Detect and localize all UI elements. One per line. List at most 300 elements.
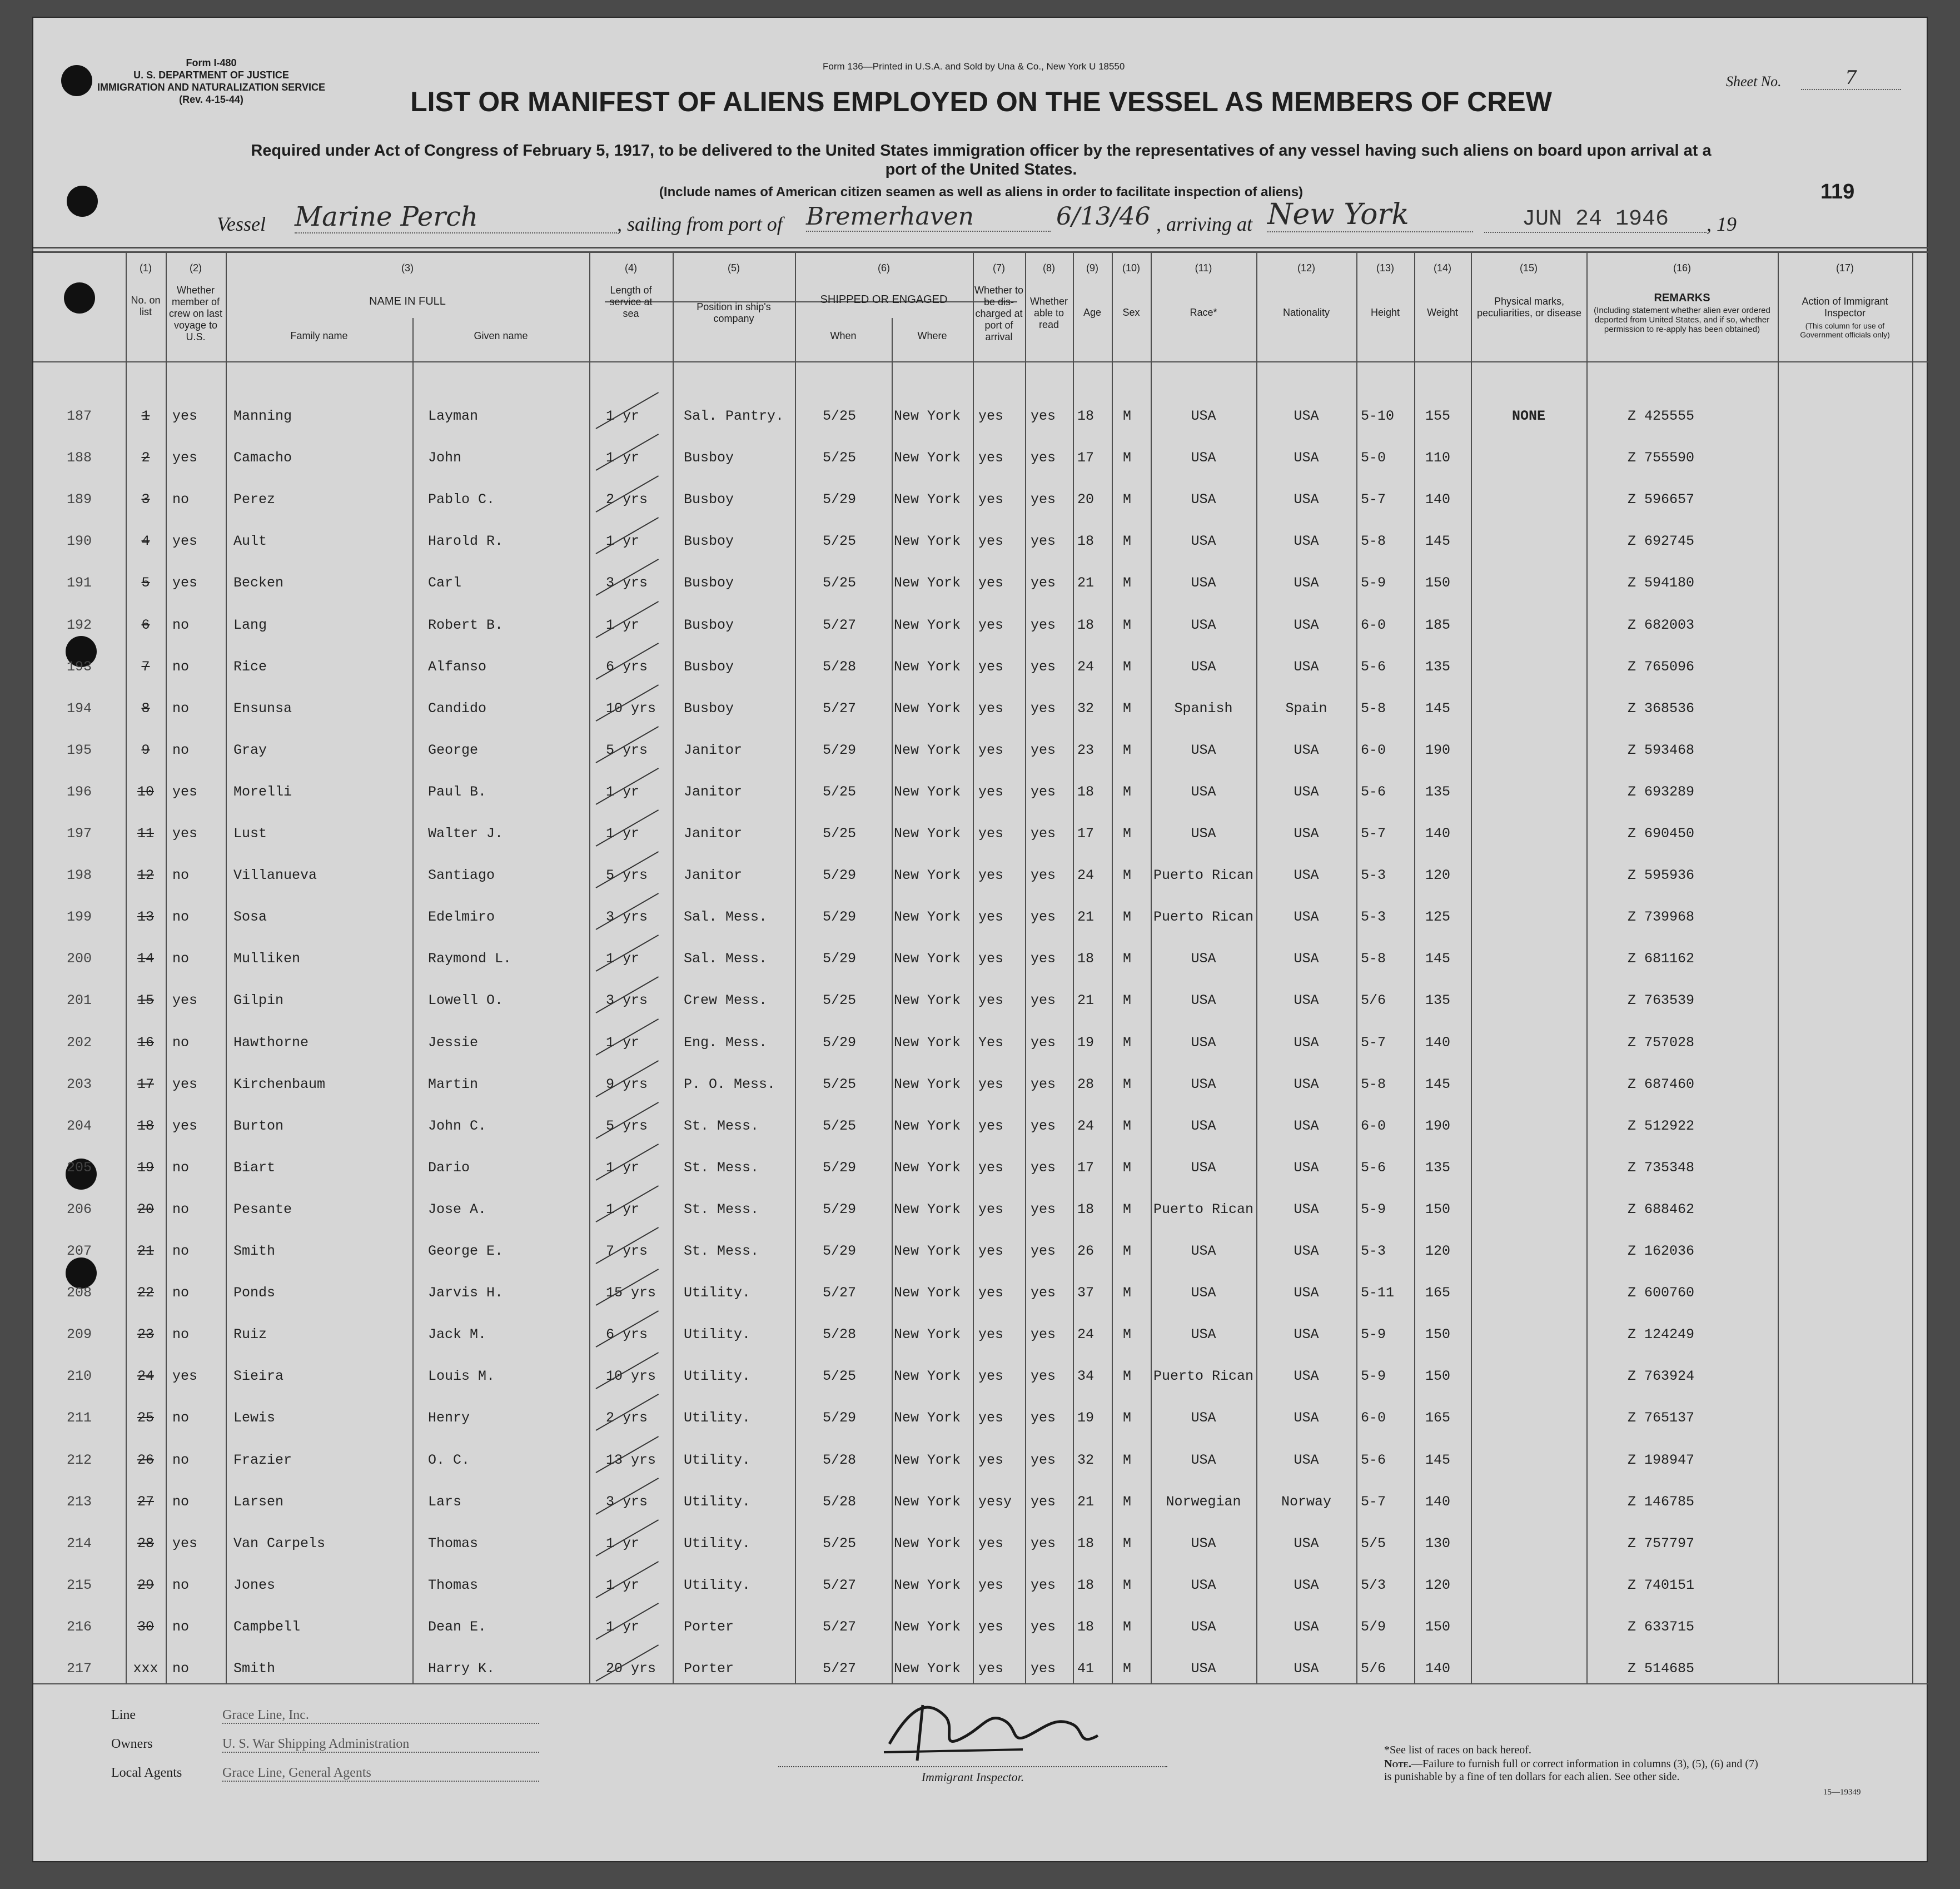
printer-note: Form 136—Printed in U.S.A. and Sold by Una & Co., New York U 18550 bbox=[823, 61, 1125, 72]
race-cell: USA bbox=[1191, 533, 1216, 549]
line-number: 212 bbox=[67, 1452, 92, 1468]
list-number: 17 bbox=[137, 1076, 154, 1092]
last-voyage-value: no bbox=[172, 617, 190, 633]
race-cell: USA bbox=[1191, 826, 1216, 842]
family-name-cell: Pesante bbox=[233, 1201, 292, 1217]
last-voyage-value: no bbox=[172, 1661, 190, 1677]
race-cell: USA bbox=[1191, 1160, 1216, 1176]
when-cell: 5/29 bbox=[823, 491, 857, 508]
given-name-cell: Henry bbox=[428, 1410, 470, 1426]
where-cell: New York bbox=[894, 575, 961, 591]
position-cell: Utility. bbox=[684, 1285, 751, 1301]
line-number: 217 bbox=[67, 1661, 92, 1677]
remarks-cell: Z 146785 bbox=[1628, 1494, 1695, 1510]
discharged-cell: yes bbox=[978, 1368, 1004, 1384]
position-cell: Crew Mess. bbox=[684, 992, 768, 1008]
footer-owners-label: Owners bbox=[111, 1737, 153, 1751]
where-cell: New York bbox=[894, 992, 961, 1008]
race-cell: Spanish bbox=[1174, 700, 1233, 717]
family-name-cell: Camacho bbox=[233, 450, 292, 466]
where-cell: New York bbox=[894, 1577, 961, 1593]
discharged-cell: yes bbox=[978, 951, 1004, 967]
column-number: (14) bbox=[1433, 262, 1451, 274]
last-voyage-value: no bbox=[172, 1243, 190, 1259]
height-cell: 5-7 bbox=[1361, 1494, 1386, 1510]
race-cell: USA bbox=[1191, 1535, 1216, 1552]
when-cell: 5/27 bbox=[823, 1661, 857, 1677]
column-number: (1) bbox=[140, 262, 152, 274]
nationality-cell: Norway bbox=[1281, 1494, 1331, 1510]
where-cell: New York bbox=[894, 1243, 961, 1259]
list-number: xxx bbox=[133, 1661, 158, 1677]
race-cell: USA bbox=[1191, 742, 1216, 758]
nationality-cell: USA bbox=[1294, 784, 1319, 800]
family-name-cell: Frazier bbox=[233, 1452, 292, 1468]
when-cell: 5/27 bbox=[823, 1577, 857, 1593]
position-cell: Busboy bbox=[684, 533, 734, 549]
given-name-cell: Harold R. bbox=[428, 533, 504, 549]
vessel-label: Vessel bbox=[217, 213, 266, 235]
where-cell: New York bbox=[894, 1368, 961, 1384]
last-voyage-value: yes bbox=[172, 784, 198, 800]
discharged-cell: yes bbox=[978, 867, 1004, 883]
given-name-cell: Lars bbox=[428, 1494, 462, 1510]
column-number: (16) bbox=[1673, 262, 1691, 274]
last-voyage-value: no bbox=[172, 1285, 190, 1301]
discharged-cell: yes bbox=[978, 533, 1004, 549]
position-cell: Busboy bbox=[684, 700, 734, 717]
read-cell: yes bbox=[1031, 450, 1056, 466]
age-cell: 24 bbox=[1077, 867, 1095, 883]
list-number: 29 bbox=[137, 1577, 154, 1593]
position-cell: Busboy bbox=[684, 450, 734, 466]
weight-cell: 110 bbox=[1425, 450, 1451, 466]
sex-cell: M bbox=[1123, 575, 1132, 591]
when-cell: 5/29 bbox=[823, 1201, 857, 1217]
position-cell: Utility. bbox=[684, 1326, 751, 1343]
remarks-cell: Z 688462 bbox=[1628, 1201, 1695, 1217]
age-cell: 18 bbox=[1077, 617, 1095, 633]
header-member-last-voyage: Whether member of crew on last voyage to U.S. bbox=[168, 285, 223, 342]
age-cell: 17 bbox=[1077, 826, 1095, 842]
header-race: Race* bbox=[1190, 307, 1217, 318]
weight-cell: 145 bbox=[1425, 1452, 1451, 1468]
service-length-cell: 1 yr bbox=[606, 1035, 640, 1051]
given-name-cell: Jarvis H. bbox=[428, 1285, 504, 1301]
age-cell: 21 bbox=[1077, 1494, 1095, 1510]
position-cell: St. Mess. bbox=[684, 1243, 759, 1259]
weight-cell: 185 bbox=[1425, 617, 1451, 633]
table-row bbox=[33, 1482, 1929, 1520]
height-cell: 5-3 bbox=[1361, 1243, 1386, 1259]
position-cell: Sal. Pantry. bbox=[684, 408, 784, 424]
family-name-cell: Perez bbox=[233, 491, 276, 508]
weight-cell: 145 bbox=[1425, 951, 1451, 967]
header-age: Age bbox=[1083, 307, 1102, 318]
family-name-cell: Ault bbox=[233, 533, 267, 549]
column-number: (2) bbox=[190, 262, 202, 274]
header-shipped-engaged: SHIPPED OR ENGAGED bbox=[820, 294, 948, 306]
race-cell: USA bbox=[1191, 784, 1216, 800]
line-number: 187 bbox=[67, 408, 92, 424]
sex-cell: M bbox=[1123, 1201, 1132, 1217]
form-revision: (Rev. 4-15-44) bbox=[179, 94, 243, 105]
nationality-cell: USA bbox=[1294, 1076, 1319, 1092]
year-suffix: , 19 bbox=[1707, 213, 1737, 235]
last-voyage-value: no bbox=[172, 909, 190, 925]
height-cell: 5-8 bbox=[1361, 951, 1386, 967]
sex-cell: M bbox=[1123, 1326, 1132, 1343]
service-length-cell: 15 yrs bbox=[606, 1285, 656, 1301]
where-cell: New York bbox=[894, 826, 961, 842]
header-weight: Weight bbox=[1427, 307, 1458, 318]
when-cell: 5/25 bbox=[823, 408, 857, 424]
table-row bbox=[33, 897, 1929, 936]
remarks-cell: Z 425555 bbox=[1628, 408, 1695, 424]
where-cell: New York bbox=[894, 533, 961, 549]
where-cell: New York bbox=[894, 1326, 961, 1343]
race-cell: USA bbox=[1191, 951, 1216, 967]
nationality-cell: USA bbox=[1294, 909, 1319, 925]
table-row bbox=[33, 1314, 1929, 1353]
sex-cell: M bbox=[1123, 408, 1132, 424]
service-length-cell: 3 yrs bbox=[606, 992, 648, 1008]
sex-cell: M bbox=[1123, 1494, 1132, 1510]
age-cell: 19 bbox=[1077, 1410, 1095, 1426]
read-cell: yes bbox=[1031, 909, 1056, 925]
given-name-cell: Carl bbox=[428, 575, 462, 591]
sex-cell: M bbox=[1123, 617, 1132, 633]
where-cell: New York bbox=[894, 951, 961, 967]
service-name: IMMIGRATION AND NATURALIZATION SERVICE bbox=[97, 82, 325, 93]
height-cell: 5/6 bbox=[1361, 992, 1386, 1008]
sex-cell: M bbox=[1123, 784, 1132, 800]
service-length-cell: 9 yrs bbox=[606, 1076, 648, 1092]
height-cell: 5-8 bbox=[1361, 700, 1386, 717]
height-cell: 6-0 bbox=[1361, 742, 1386, 758]
service-length-cell: 10 yrs bbox=[606, 1368, 656, 1384]
discharged-cell: yes bbox=[978, 1452, 1004, 1468]
remarks-cell: Z 600760 bbox=[1628, 1285, 1695, 1301]
table-row bbox=[33, 438, 1929, 476]
read-cell: yes bbox=[1031, 826, 1056, 842]
service-length-cell: 1 yr bbox=[606, 617, 640, 633]
position-cell: St. Mess. bbox=[684, 1160, 759, 1176]
header-no-on-list: No. on list bbox=[131, 295, 161, 317]
read-cell: yes bbox=[1031, 1076, 1056, 1092]
table-row bbox=[33, 1607, 1929, 1646]
remarks-cell: Z 755590 bbox=[1628, 450, 1695, 466]
given-name-cell: Martin bbox=[428, 1076, 479, 1092]
age-cell: 24 bbox=[1077, 1326, 1095, 1343]
where-cell: New York bbox=[894, 1035, 961, 1051]
family-name-cell: Becken bbox=[233, 575, 284, 591]
age-cell: 21 bbox=[1077, 992, 1095, 1008]
position-cell: Busboy bbox=[684, 617, 734, 633]
manifest-sheet bbox=[32, 17, 1928, 1862]
line-number: 209 bbox=[67, 1326, 92, 1343]
last-voyage-value: no bbox=[172, 1201, 190, 1217]
sailing-label: , sailing from port of bbox=[617, 213, 783, 235]
column-number: (17) bbox=[1835, 262, 1854, 274]
family-name-cell: Burton bbox=[233, 1118, 284, 1134]
when-cell: 5/28 bbox=[823, 659, 857, 675]
service-length-cell: 1 yr bbox=[606, 1160, 640, 1176]
header-family-name: Family name bbox=[290, 330, 348, 341]
read-cell: yes bbox=[1031, 408, 1056, 424]
service-length-cell: 3 yrs bbox=[606, 909, 648, 925]
where-cell: New York bbox=[894, 1619, 961, 1635]
note-text-2: is punishable by a fine of ten dollars for each alien. See other side. bbox=[1384, 1771, 1680, 1783]
service-length-cell: 1 yr bbox=[606, 533, 640, 549]
discharged-cell: yes bbox=[978, 1619, 1004, 1635]
table-row bbox=[33, 772, 1929, 811]
nationality-cell: USA bbox=[1294, 992, 1319, 1008]
when-cell: 5/25 bbox=[823, 450, 857, 466]
position-cell: Sal. Mess. bbox=[684, 951, 768, 967]
given-name-cell: Dean E. bbox=[428, 1619, 487, 1635]
remarks-cell: Z 595936 bbox=[1628, 867, 1695, 883]
race-cell: Puerto Rican bbox=[1153, 909, 1254, 925]
line-number: 190 bbox=[67, 533, 92, 549]
remarks-cell: Z 514685 bbox=[1628, 1661, 1695, 1677]
list-number: 20 bbox=[137, 1201, 154, 1217]
list-number: 7 bbox=[141, 659, 150, 675]
weight-cell: 150 bbox=[1425, 1368, 1451, 1384]
race-cell: USA bbox=[1191, 408, 1216, 424]
when-cell: 5/29 bbox=[823, 867, 857, 883]
race-cell: USA bbox=[1191, 491, 1216, 508]
service-length-cell: 5 yrs bbox=[606, 1118, 648, 1134]
service-length-cell: 1 yr bbox=[606, 408, 640, 424]
when-cell: 5/25 bbox=[823, 1368, 857, 1384]
discharged-cell: yes bbox=[978, 1661, 1004, 1677]
list-number: 14 bbox=[137, 951, 154, 967]
list-number: 30 bbox=[137, 1619, 154, 1635]
nationality-cell: USA bbox=[1294, 1619, 1319, 1635]
height-cell: 5-3 bbox=[1361, 867, 1386, 883]
last-voyage-value: yes bbox=[172, 1118, 198, 1134]
nationality-cell: USA bbox=[1294, 450, 1319, 466]
remarks-cell: Z 763539 bbox=[1628, 992, 1695, 1008]
age-cell: 19 bbox=[1077, 1035, 1095, 1051]
nationality-cell: USA bbox=[1294, 826, 1319, 842]
marks-cell: NONE bbox=[1511, 408, 1545, 424]
discharged-cell: yes bbox=[978, 659, 1004, 675]
when-cell: 5/25 bbox=[823, 992, 857, 1008]
given-name-cell: Jose A. bbox=[428, 1201, 487, 1217]
weight-cell: 165 bbox=[1425, 1410, 1451, 1426]
discharged-cell: yes bbox=[978, 450, 1004, 466]
service-length-cell: 10 yrs bbox=[606, 700, 656, 717]
list-number: 1 bbox=[141, 408, 150, 424]
table-row bbox=[33, 1356, 1929, 1395]
height-cell: 5-3 bbox=[1361, 909, 1386, 925]
header-remarks-note: (Including statement whether alien ever ordered deported from United States, and if so, whether permission to re-apply has been obtained) bbox=[1594, 306, 1770, 334]
line-number: 216 bbox=[67, 1619, 92, 1635]
given-name-cell: John bbox=[428, 450, 462, 466]
height-cell: 5/9 bbox=[1361, 1619, 1386, 1635]
last-voyage-value: no bbox=[172, 491, 190, 508]
weight-cell: 155 bbox=[1425, 408, 1451, 424]
given-name-cell: Santiago bbox=[428, 867, 495, 883]
last-voyage-value: no bbox=[172, 1577, 190, 1593]
weight-cell: 125 bbox=[1425, 909, 1451, 925]
height-cell: 5/6 bbox=[1361, 1661, 1386, 1677]
where-cell: New York bbox=[894, 1410, 961, 1426]
read-cell: yes bbox=[1031, 1661, 1056, 1677]
race-cell: USA bbox=[1191, 659, 1216, 675]
age-cell: 32 bbox=[1077, 1452, 1095, 1468]
table-top-rule bbox=[33, 247, 1929, 248]
family-name-cell: Kirchenbaum bbox=[233, 1076, 326, 1092]
manifest-title: LIST OR MANIFEST OF ALIENS EMPLOYED ON THE VESSEL AS MEMBERS OF CREW bbox=[410, 86, 1552, 117]
list-number: 23 bbox=[137, 1326, 154, 1343]
nationality-cell: USA bbox=[1294, 1410, 1319, 1426]
race-cell: USA bbox=[1191, 575, 1216, 591]
read-cell: yes bbox=[1031, 1410, 1056, 1426]
read-cell: yes bbox=[1031, 1452, 1056, 1468]
sex-cell: M bbox=[1123, 826, 1132, 842]
position-cell: Busboy bbox=[684, 575, 734, 591]
given-name-cell: Pablo C. bbox=[428, 491, 495, 508]
service-length-cell: 1 yr bbox=[606, 1535, 640, 1552]
discharged-cell: yes bbox=[978, 491, 1004, 508]
line-number: 204 bbox=[67, 1118, 92, 1134]
height-cell: 5-8 bbox=[1361, 533, 1386, 549]
line-number: 202 bbox=[67, 1035, 92, 1051]
last-voyage-value: no bbox=[172, 1619, 190, 1635]
sex-cell: M bbox=[1123, 1035, 1132, 1051]
position-cell: Busboy bbox=[684, 659, 734, 675]
manifest-subtitle bbox=[67, 141, 1896, 179]
discharged-cell: yes bbox=[978, 1160, 1004, 1176]
when-cell: 5/28 bbox=[823, 1452, 857, 1468]
last-voyage-value: yes bbox=[172, 533, 198, 549]
given-name-cell: Layman bbox=[428, 408, 479, 424]
table-row bbox=[33, 730, 1929, 769]
when-cell: 5/29 bbox=[823, 1410, 857, 1426]
remarks-cell: Z 763924 bbox=[1628, 1368, 1695, 1384]
family-name-cell: Lewis bbox=[233, 1410, 276, 1426]
list-number: 8 bbox=[141, 700, 150, 717]
remarks-cell: Z 368536 bbox=[1628, 700, 1695, 717]
table-row bbox=[33, 1231, 1929, 1270]
sheet-number: 7 bbox=[1801, 67, 1901, 90]
when-cell: 5/27 bbox=[823, 1619, 857, 1635]
race-cell: Norwegian bbox=[1166, 1494, 1241, 1510]
height-cell: 6-0 bbox=[1361, 617, 1386, 633]
age-cell: 18 bbox=[1077, 1201, 1095, 1217]
weight-cell: 135 bbox=[1425, 992, 1451, 1008]
service-length-cell: 2 yrs bbox=[606, 491, 648, 508]
list-number: 28 bbox=[137, 1535, 154, 1552]
page-number: 119 bbox=[1820, 180, 1855, 203]
age-cell: 17 bbox=[1077, 1160, 1095, 1176]
list-number: 18 bbox=[137, 1118, 154, 1134]
sex-cell: M bbox=[1123, 1076, 1132, 1092]
position-cell: Busboy bbox=[684, 491, 734, 508]
remarks-cell: Z 757028 bbox=[1628, 1035, 1695, 1051]
position-cell: Eng. Mess. bbox=[684, 1035, 768, 1051]
height-cell: 5-6 bbox=[1361, 784, 1386, 800]
family-name-cell: Smith bbox=[233, 1661, 276, 1677]
height-cell: 5-6 bbox=[1361, 659, 1386, 675]
last-voyage-value: no bbox=[172, 1160, 190, 1176]
sailing-date: 6/13/46 bbox=[1056, 202, 1151, 231]
column-number: (11) bbox=[1195, 262, 1212, 274]
line-number: 210 bbox=[67, 1368, 92, 1384]
family-name-cell: Lust bbox=[233, 826, 267, 842]
family-name-cell: Smith bbox=[233, 1243, 276, 1259]
discharged-cell: yes bbox=[978, 1285, 1004, 1301]
discharged-cell: yes bbox=[978, 1410, 1004, 1426]
column-number: (3) bbox=[401, 262, 414, 274]
sex-cell: M bbox=[1123, 1619, 1132, 1635]
read-cell: yes bbox=[1031, 1118, 1056, 1134]
family-name-cell: Lang bbox=[233, 617, 267, 633]
column-number: (8) bbox=[1043, 262, 1055, 274]
position-cell: Porter bbox=[684, 1619, 734, 1635]
family-name-cell: Morelli bbox=[233, 784, 292, 800]
where-cell: New York bbox=[894, 700, 961, 717]
family-name-cell: Ruiz bbox=[233, 1326, 267, 1343]
height-cell: 5-9 bbox=[1361, 575, 1386, 591]
family-name-cell: Ponds bbox=[233, 1285, 276, 1301]
age-cell: 23 bbox=[1077, 742, 1095, 758]
given-name-cell: Thomas bbox=[428, 1535, 479, 1552]
race-cell: USA bbox=[1191, 1118, 1216, 1134]
when-cell: 5/25 bbox=[823, 1076, 857, 1092]
weight-cell: 150 bbox=[1425, 1201, 1451, 1217]
when-cell: 5/25 bbox=[823, 1535, 857, 1552]
service-length-cell: 1 yr bbox=[606, 826, 640, 842]
sex-cell: M bbox=[1123, 1410, 1132, 1426]
given-name-cell: O. C. bbox=[428, 1452, 470, 1468]
table-row bbox=[33, 1106, 1929, 1145]
height-cell: 5-8 bbox=[1361, 1076, 1386, 1092]
when-cell: 5/25 bbox=[823, 1118, 857, 1134]
when-cell: 5/29 bbox=[823, 1160, 857, 1176]
when-cell: 5/27 bbox=[823, 617, 857, 633]
nationality-cell: USA bbox=[1294, 617, 1319, 633]
weight-cell: 145 bbox=[1425, 533, 1451, 549]
line-number: 188 bbox=[67, 450, 92, 466]
line-number: 201 bbox=[67, 992, 92, 1008]
position-cell: Utility. bbox=[684, 1410, 751, 1426]
table-row bbox=[33, 1440, 1929, 1479]
remarks-cell: Z 690450 bbox=[1628, 826, 1695, 842]
table-row bbox=[33, 980, 1929, 1019]
last-voyage-value: no bbox=[172, 742, 190, 758]
race-cell: USA bbox=[1191, 1285, 1216, 1301]
discharged-cell: yes bbox=[978, 992, 1004, 1008]
header-where: Where bbox=[917, 330, 947, 341]
nationality-cell: USA bbox=[1294, 659, 1319, 675]
nationality-cell: USA bbox=[1294, 951, 1319, 967]
sex-cell: M bbox=[1123, 450, 1132, 466]
when-cell: 5/29 bbox=[823, 742, 857, 758]
nationality-cell: USA bbox=[1294, 742, 1319, 758]
discharged-cell: yes bbox=[978, 700, 1004, 717]
given-name-cell: Lowell O. bbox=[428, 992, 504, 1008]
service-length-cell: 1 yr bbox=[606, 1201, 640, 1217]
family-name-cell: Larsen bbox=[233, 1494, 284, 1510]
position-cell: Janitor bbox=[684, 826, 743, 842]
weight-cell: 140 bbox=[1425, 1494, 1451, 1510]
age-cell: 21 bbox=[1077, 909, 1095, 925]
column-number: (12) bbox=[1297, 262, 1315, 274]
